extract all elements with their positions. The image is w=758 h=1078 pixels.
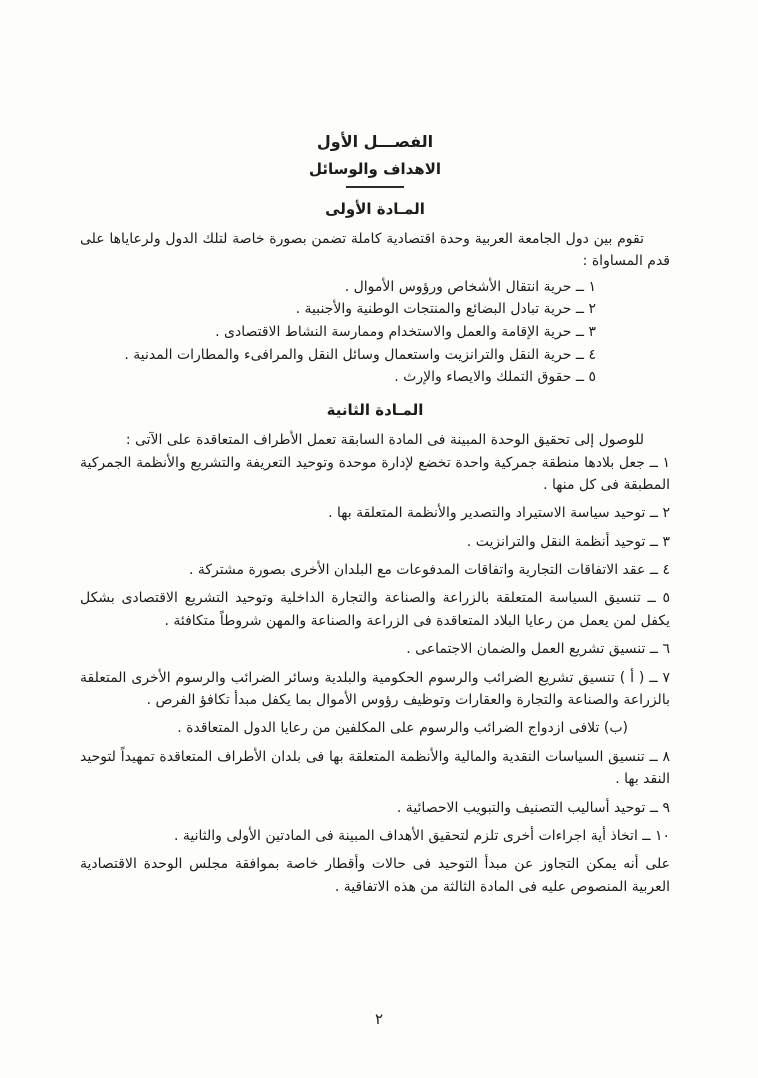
item-number: ٧ ــ xyxy=(649,669,671,686)
article-1-list xyxy=(80,276,670,389)
list-item xyxy=(80,276,596,299)
list-item xyxy=(80,344,596,367)
item-number: ٤ ــ xyxy=(575,346,596,363)
item-text: تنسيق تشريع العمل والضمان الاجتماعى . xyxy=(406,641,646,658)
subtitle-divider xyxy=(346,186,404,188)
item-text: تنسيق السياسات النقدية والمالية والأنظمة المتعلقة بها فى بلدان الأطراف المتعاقدة تمهيداً لتوحيد النقد بها . xyxy=(80,748,670,788)
list-item xyxy=(80,366,596,389)
item-text: حقوق التملك والايصاء والإرث . xyxy=(394,369,572,386)
list-item xyxy=(80,825,670,847)
item-text: توحيد أساليب التصنيف والتبويب الاحصائية . xyxy=(396,799,646,816)
list-item xyxy=(80,452,670,497)
list-item xyxy=(80,587,670,632)
item-number: ٢ ــ xyxy=(575,301,596,318)
item-number: ٢ ــ xyxy=(649,505,670,522)
item-number: ٤ ــ xyxy=(649,562,670,579)
chapter-title: الفصـــل الأول xyxy=(316,132,434,151)
list-item xyxy=(80,638,670,660)
item-text: تنسيق السياسة المتعلقة بالزراعة والصناعة والتجارة الداخلية وتوحيد التشريع الاقتصادى بشكل يكفل لمن يعمل من رعايا البلاد المتعاقدة فى الزراعة والصناعة والمهن شروطاً متكافئة . xyxy=(80,590,670,629)
item-number: ١ ــ xyxy=(575,278,596,295)
item-text: جعل بلادها منطقة جمركية واحدة تخضع لإدارة موحدة وتوحيد التعريفة والتشريع والأنظمة الجمركية المطبقة فى كل منها . xyxy=(80,454,670,493)
item-number: ٣ ــ xyxy=(575,324,596,341)
item-text: اتخاذ أية اجراءات أخرى تلزم لتحقيق الأهداف المبينة فى المادتين الأولى والثانية . xyxy=(173,828,638,844)
list-subitem xyxy=(80,717,670,739)
item-number: ٩ ــ xyxy=(649,799,670,816)
item-text: حرية تبادل البضائع والمنتجات الوطنية والأجنبية . xyxy=(295,301,572,318)
page-number: ٢ xyxy=(374,1010,384,1028)
item-number: ٣ ــ xyxy=(649,533,670,550)
item-number: ٥ ــ xyxy=(575,369,596,386)
list-item xyxy=(80,746,670,791)
item-text: حرية الإقامة والعمل والاستخدام وممارسة النشاط الاقتصادى . xyxy=(215,324,572,341)
list-item xyxy=(80,502,670,524)
item-text: (ب) تلافى ازدواج الضرائب والرسوم على المكلفين من رعايا الدول المتعاقدة . xyxy=(177,720,628,737)
list-item xyxy=(80,531,670,553)
chapter-subtitle: الاهداف والوسائل xyxy=(308,160,442,178)
list-item xyxy=(80,559,670,581)
list-item xyxy=(80,298,596,321)
article-1-title: المـادة الأولى xyxy=(325,200,425,218)
item-number: ١٠ ــ xyxy=(642,828,670,844)
list-item xyxy=(80,321,596,344)
list-item xyxy=(80,797,670,819)
article-1-intro: تقوم بين دول الجامعة العربية وحدة اقتصادية كاملة تضمن بصورة خاصة لتلك الدول ولرعاياها على قدم المساواة : xyxy=(80,231,670,270)
article-2-title: المـادة الثانية xyxy=(326,401,424,420)
item-text: حرية النقل والترانزيت واستعمال وسائل النقل والمرافىء والمطارات المدنية . xyxy=(124,346,572,363)
list-item xyxy=(80,667,670,712)
closing-paragraph: على أنه يمكن التجاوز عن مبدأ التوحيد فى حالات وأقطار خاصة بموافقة مجلس الوحدة الاقتصادية العربية المنصوص عليه فى المادة الثالثة من هذه الاتفاقية . xyxy=(80,856,670,895)
item-text: توحيد سياسة الاستيراد والتصدير والأنظمة المتعلقة بها . xyxy=(328,505,646,522)
article-2-list xyxy=(80,452,670,848)
item-text: حرية انتقال الأشخاص ورؤوس الأموال . xyxy=(344,278,572,295)
item-number: ٦ ــ xyxy=(649,641,670,658)
item-text: ( أ ) تنسيق تشريع الضرائب والرسوم الحكومية والبلدية وسائر الضرائب والرسوم الأخرى المتعلقة بالزراعة والصناعة والتجارة والعقارات وتوظيف رؤوس الأموال بما يكفل مبدأ تكافؤ الفرص . xyxy=(80,669,670,709)
item-text: عقد الاتفاقات التجارية واتفاقات المدفوعات مع البلدان الأخرى بصورة مشتركة . xyxy=(188,562,646,579)
item-text: توحيد أنظمة النقل والترانزيت . xyxy=(466,533,646,550)
item-number: ٥ ــ xyxy=(647,590,670,607)
item-number: ٨ ــ xyxy=(649,748,671,765)
item-number: ١ ــ xyxy=(649,454,671,471)
article-2-intro: للوصول إلى تحقيق الوحدة المبينة فى المادة السابقة تعمل الأطراف المتعاقدة على الآتى : xyxy=(125,432,644,449)
